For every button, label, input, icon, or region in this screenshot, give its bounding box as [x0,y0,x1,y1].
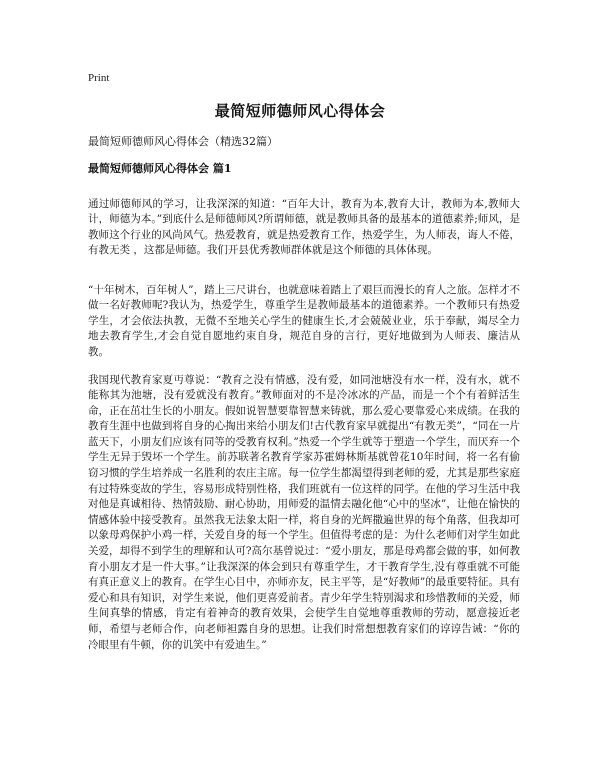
body-paragraph: “十年树木，百年树人”，踏上三尺讲台，也就意味着踏上了艰巨而漫长的育人之旅。怎样才不做一名好教师呢?我认为，热爱学生，尊重学生是教师最基本的道德素养。一个教师只有热爱学生，才会依法执教，无微不至地关心学生的健康生长,才会兢兢业业，乐于奉献，竭尽全力地去教育学生,才会自觉自愿地约束自身，规范自身的言行，更好地做到为人师表、廉洁从教。 [88,283,520,358]
body-paragraph: 我国现代教育家夏丏尊说：“教育之没有情感，没有爱，如同池塘没有水一样，没有水，就不能称其为池塘，没有爱就没有教育。”教师面对的不是冷冰冰的产品，而是一个个有着鲜活生命，正在茁壮生长的小朋友。假如说智慧要靠智慧来铸就，那么爱心要靠爱心来成绩。在我的教育生涯中也做到将自身的心掏出来给小朋友们!古代教育家早就提出“有教无类”，“同在一片蓝天下，小朋友们应该有同等的受教育权利。”热爱一个学生就等于塑造一个学生，而厌弃一个学生无异于毁坏一个学生。前苏联著名教育学家苏霍姆林斯基就曾花10年时间，将一名有偷窃习惯的学生培养成一名胜利的农庄主席。每一位学生都渴望得到老师的爱，尤其是那些家庭有过特殊变故的学生，容易形成特别性格，我们班就有一位这样的同学。在他的学习生活中我对他是真诚相待、热情鼓励、耐心协助，用师爱的温情去融化他“心中的坚冰”，让他在愉快的情感体验中接受教育。虽然我无法象太阳一样，将自身的光辉撒遍世界的每个角落，但我却可以象母鸡保护小鸡一样，关爱自身的每一个学生。但值得考虑的是：为什么老师们对学生如此关爱，却得不到学生的理解和认可?高尔基曾说过：“爱小朋友，那是母鸡都会做的事，如何教育小朋友才是一件大事。”让我深深的体会到只有尊重学生，才干教育学生,没有尊重就不可能有真正意义上的教育。在学生心目中，亦师亦友，民主平等，是“好教师”的最重要特征。具有爱心和具有知识，对学生来说，他们更喜爱前者。青少年学生特别渴求和珍惜教师的关爱，师生间真挚的情感，肯定有着神奇的教育效果，会使学生自觉地尊重教师的劳动，愿意接近老师，希望与老师合作，向老师袒露自身的思想。让我们时常想想教育家们的谆谆告诫：“你的冷眼里有牛顿，你的讥笑中有爱迪生。” [88,373,520,651]
print-link[interactable]: Print [88,72,110,84]
body-paragraph: 通过师德师风的学习，让我深深的知道：“百年大计，教育为本,教育大计，教师为本,教师大计，师德为本。”到底什么是师德师风?所谓师德，就是教师具备的最基本的道德素养;师风，是教师这个行业的风尚风气。热爱教育，就是热爱教育工作，热爱学生，为人师表，诲人不倦，有教无类 ，这都是师德。我们开县优秀教师群体就是这个师德的具体体现。 [88,197,520,257]
document-title: 最简短师德师风心得体会 [214,102,386,120]
document-subtitle: 最简短师德师风心得体会（精选32篇） [88,135,278,148]
section-heading: 最简短师德师风心得体会 篇1 [88,162,232,175]
